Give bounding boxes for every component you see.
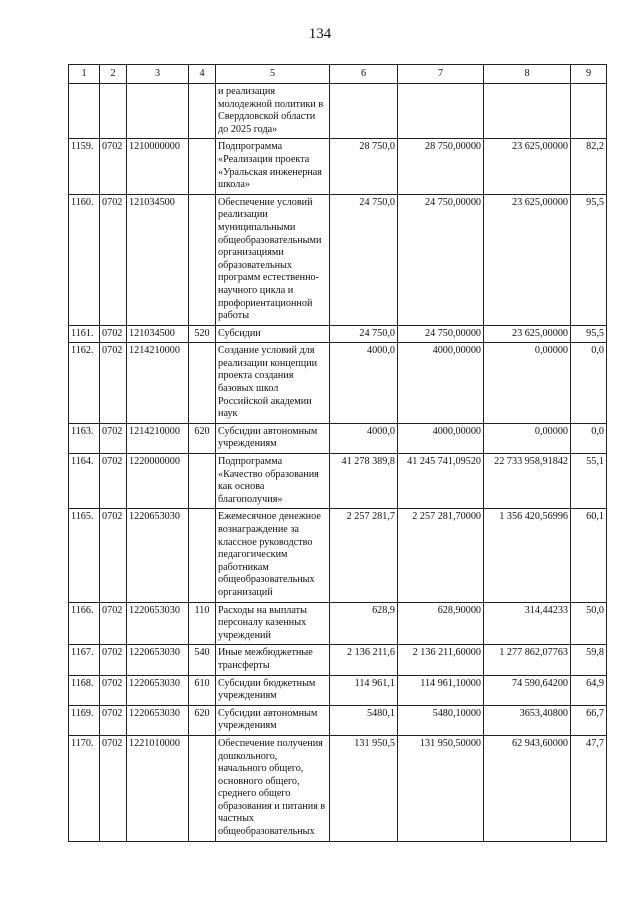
table-cell-num: 1160. (69, 194, 100, 325)
table-cell-c6: 24 750,0 (330, 194, 398, 325)
table-cell-csr: 1210000000 (127, 139, 189, 194)
table-cell-num: 1161. (69, 325, 100, 343)
table-cell-c7: 24 750,00000 (398, 194, 484, 325)
table-cell-c8: 23 625,00000 (484, 194, 571, 325)
table-cell-c7: 628,90000 (398, 602, 484, 645)
table-cell-csr: 1220653030 (127, 509, 189, 602)
table-cell-c6 (330, 84, 398, 139)
table-cell-csr: 1220653030 (127, 645, 189, 675)
table-cell-name: Расходы на выплаты персоналу казенных учреждений (216, 602, 330, 645)
table-cell-csr: 121034500 (127, 325, 189, 343)
table-cell-c8: 0,00000 (484, 343, 571, 424)
column-header: 3 (127, 65, 189, 84)
table-cell-name: Обеспечение получения дошкольного, начального общего, основного общего, среднего общего образования и питания в частных общеобразовательных (216, 735, 330, 841)
table-cell-c7: 4000,00000 (398, 343, 484, 424)
table-cell-c7: 114 961,10000 (398, 675, 484, 705)
column-header: 6 (330, 65, 398, 84)
table-cell-c8: 3653,40800 (484, 705, 571, 735)
table-cell-c7: 4000,00000 (398, 423, 484, 453)
table-cell-c9: 50,0 (571, 602, 607, 645)
table-cell-c8: 1 277 862,07763 (484, 645, 571, 675)
table-cell-num: 1166. (69, 602, 100, 645)
table-cell-c6: 2 136 211,6 (330, 645, 398, 675)
table-cell-vr: 520 (189, 325, 216, 343)
table-cell-num: 1164. (69, 454, 100, 509)
table-cell-section: 0702 (100, 509, 127, 602)
table-cell-c9: 0,0 (571, 343, 607, 424)
table-row (69, 343, 607, 424)
table-cell-section: 0702 (100, 454, 127, 509)
table-cell-num: 1169. (69, 705, 100, 735)
table-cell-c7: 131 950,50000 (398, 735, 484, 841)
budget-table (68, 64, 607, 842)
table-cell-section: 0702 (100, 423, 127, 453)
table-cell-c7: 28 750,00000 (398, 139, 484, 194)
table-cell-section: 0702 (100, 139, 127, 194)
table-cell-vr (189, 509, 216, 602)
table-cell-section: 0702 (100, 705, 127, 735)
table-cell-name: Подпрограмма «Качество образования как основа благополучия» (216, 454, 330, 509)
table-cell-num: 1170. (69, 735, 100, 841)
table-cell-name: Субсидии (216, 325, 330, 343)
table-row (69, 194, 607, 325)
table-cell-csr: 1220000000 (127, 454, 189, 509)
table-cell-vr (189, 84, 216, 139)
table-cell-csr: 1220653030 (127, 602, 189, 645)
table-cell-vr (189, 454, 216, 509)
table-row (69, 735, 607, 841)
table-cell-vr: 620 (189, 423, 216, 453)
column-header: 2 (100, 65, 127, 84)
table-cell-c9: 47,7 (571, 735, 607, 841)
table-cell-c9: 64,9 (571, 675, 607, 705)
table-cell-csr: 1220653030 (127, 675, 189, 705)
table-cell-c8: 314,44233 (484, 602, 571, 645)
table-cell-vr: 110 (189, 602, 216, 645)
table-cell-vr (189, 139, 216, 194)
table-cell-c6: 41 278 389,8 (330, 454, 398, 509)
table-cell-csr: 121034500 (127, 194, 189, 325)
table-row (69, 645, 607, 675)
table-cell-name: Ежемесячное денежное вознаграждение за классное руководство педагогическим работникам общеобразовательных организаций (216, 509, 330, 602)
table-cell-c6: 2 257 281,7 (330, 509, 398, 602)
table-cell-csr: 1220653030 (127, 705, 189, 735)
column-header: 9 (571, 65, 607, 84)
table-row (69, 139, 607, 194)
column-header: 7 (398, 65, 484, 84)
table-cell-vr: 610 (189, 675, 216, 705)
table-cell-c7: 5480,10000 (398, 705, 484, 735)
table-cell-csr: 1214210000 (127, 343, 189, 424)
table-row (69, 509, 607, 602)
table-row (69, 84, 607, 139)
table-cell-c6: 114 961,1 (330, 675, 398, 705)
column-header: 4 (189, 65, 216, 84)
table-row (69, 423, 607, 453)
table-cell-vr: 540 (189, 645, 216, 675)
table-body (69, 84, 607, 842)
table-cell-section: 0702 (100, 602, 127, 645)
table-cell-section (100, 84, 127, 139)
table-cell-name: и реализация молодежной политики в Свердловской области до 2025 года» (216, 84, 330, 139)
table-cell-csr (127, 84, 189, 139)
table-cell-section: 0702 (100, 645, 127, 675)
table-cell-name: Субсидии бюджетным учреждениям (216, 675, 330, 705)
table-cell-name: Подпрограмма «Реализация проекта «Уральская инженерная школа» (216, 139, 330, 194)
table-cell-c9 (571, 84, 607, 139)
table-row (69, 675, 607, 705)
table-cell-c6: 5480,1 (330, 705, 398, 735)
table-cell-csr: 1221010000 (127, 735, 189, 841)
table-cell-c9: 82,2 (571, 139, 607, 194)
table-cell-c7: 2 136 211,60000 (398, 645, 484, 675)
table-cell-c8: 74 590,64200 (484, 675, 571, 705)
table-cell-section: 0702 (100, 343, 127, 424)
table-cell-c8: 23 625,00000 (484, 325, 571, 343)
table-cell-c8 (484, 84, 571, 139)
table-cell-num: 1168. (69, 675, 100, 705)
table-cell-vr (189, 194, 216, 325)
table-cell-section: 0702 (100, 675, 127, 705)
table-cell-c8: 62 943,60000 (484, 735, 571, 841)
table-cell-c6: 628,9 (330, 602, 398, 645)
column-header: 5 (216, 65, 330, 84)
table-cell-vr (189, 735, 216, 841)
table-cell-c6: 4000,0 (330, 343, 398, 424)
table-cell-c6: 24 750,0 (330, 325, 398, 343)
table-cell-name: Иные межбюджетные трансферты (216, 645, 330, 675)
table-cell-c7: 41 245 741,09520 (398, 454, 484, 509)
table-cell-c6: 131 950,5 (330, 735, 398, 841)
table-cell-c9: 95,5 (571, 325, 607, 343)
table-row (69, 602, 607, 645)
table-cell-csr: 1214210000 (127, 423, 189, 453)
table-row (69, 454, 607, 509)
table-cell-num (69, 84, 100, 139)
table-cell-vr: 620 (189, 705, 216, 735)
table-cell-section: 0702 (100, 194, 127, 325)
table-cell-num: 1167. (69, 645, 100, 675)
table-cell-name: Создание условий для реализации концепции проекта создания базовых школ Российской академии наук (216, 343, 330, 424)
table-cell-c6: 28 750,0 (330, 139, 398, 194)
table-cell-num: 1159. (69, 139, 100, 194)
table-cell-c9: 60,1 (571, 509, 607, 602)
table-cell-section: 0702 (100, 735, 127, 841)
table-cell-num: 1162. (69, 343, 100, 424)
table-cell-c9: 66,7 (571, 705, 607, 735)
table-cell-c7: 2 257 281,70000 (398, 509, 484, 602)
table-cell-name: Обеспечение условий реализации муниципальными общеобразовательными организациями образовательных программ естественно-научного цикла и профориентационной работы (216, 194, 330, 325)
table-cell-c8: 23 625,00000 (484, 139, 571, 194)
table-cell-c9: 55,1 (571, 454, 607, 509)
table-cell-section: 0702 (100, 325, 127, 343)
column-header: 8 (484, 65, 571, 84)
table-cell-c8: 0,00000 (484, 423, 571, 453)
header-row (69, 65, 607, 84)
table-cell-num: 1163. (69, 423, 100, 453)
table-cell-c8: 1 356 420,56996 (484, 509, 571, 602)
table-cell-c8: 22 733 958,91842 (484, 454, 571, 509)
table-cell-c9: 95,5 (571, 194, 607, 325)
table-cell-name: Субсидии автономным учреждениям (216, 423, 330, 453)
page-number: 134 (308, 26, 332, 42)
table-cell-c7: 24 750,00000 (398, 325, 484, 343)
table-cell-vr (189, 343, 216, 424)
table-row (69, 705, 607, 735)
table-row (69, 325, 607, 343)
table-cell-num: 1165. (69, 509, 100, 602)
table-cell-c9: 59,8 (571, 645, 607, 675)
table-cell-c9: 0,0 (571, 423, 607, 453)
table-cell-c6: 4000,0 (330, 423, 398, 453)
table-cell-c7 (398, 84, 484, 139)
table-cell-name: Субсидии автономным учреждениям (216, 705, 330, 735)
column-header: 1 (69, 65, 100, 84)
